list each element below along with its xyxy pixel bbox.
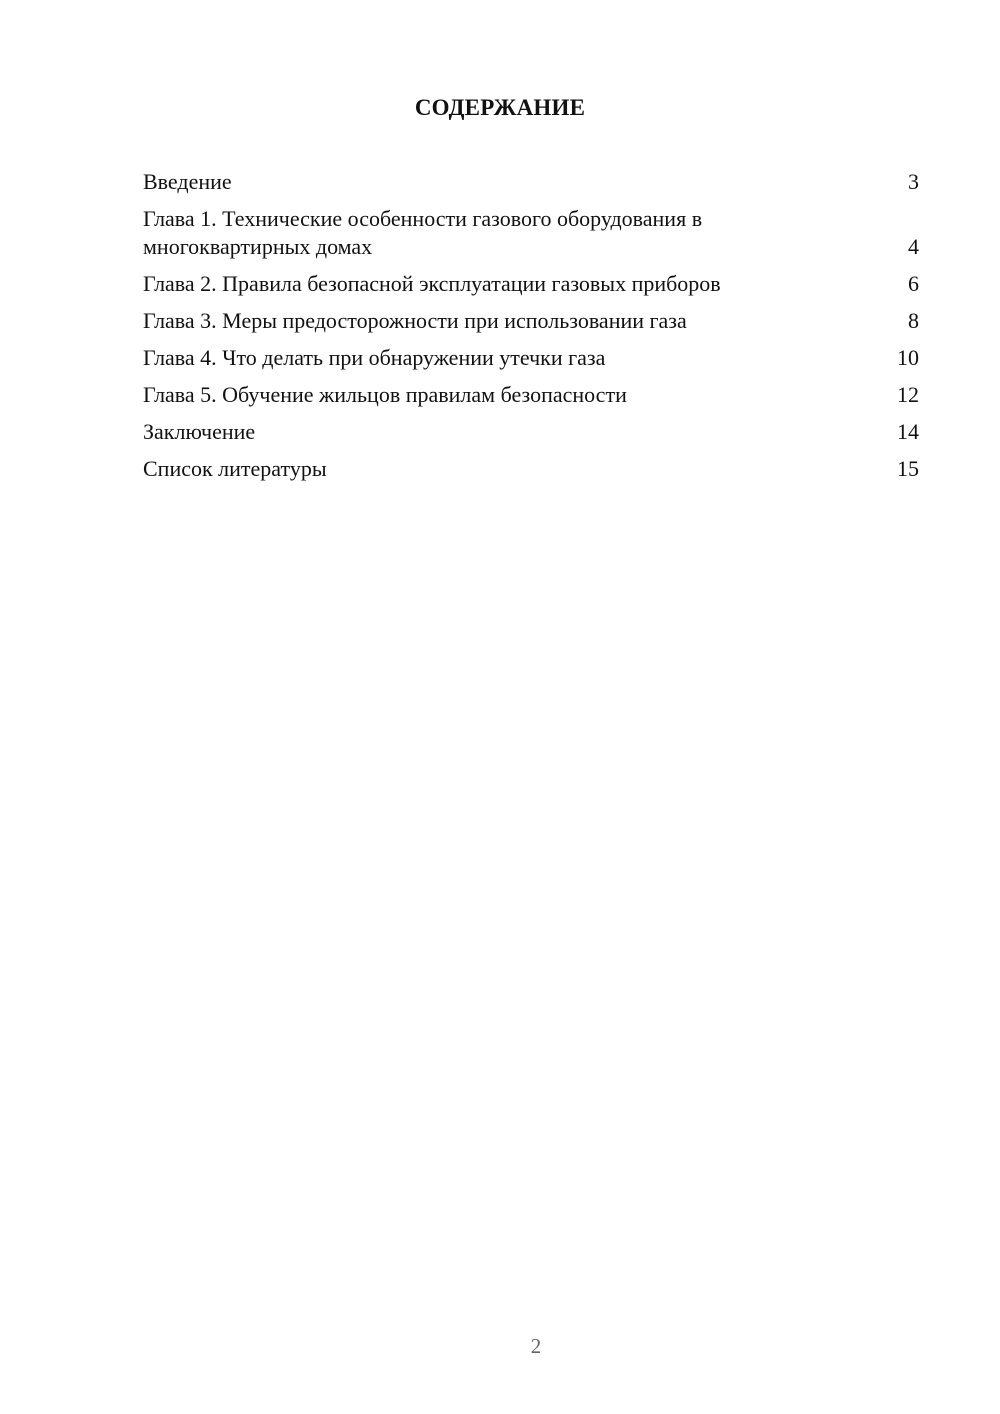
- toc-entry-label: Глава 1. Технические особенности газового оборудования в многоквартирных домах: [143, 206, 703, 259]
- toc-entry-introduction: [143, 168, 919, 196]
- toc-entry-label: Список литературы: [143, 456, 327, 481]
- toc-entry-page: 15: [897, 456, 919, 481]
- page-number: 2: [530, 1334, 542, 1358]
- toc-entry-label: Глава 5. Обучение жильцов правилам безопасности: [143, 382, 627, 407]
- toc-entry-label: Глава 2. Правила безопасной эксплуатации газовых приборов: [143, 271, 721, 296]
- toc-entry-page: 6: [908, 271, 919, 296]
- toc-entry-label: Глава 4. Что делать при обнаружении утечки газа: [143, 345, 606, 370]
- toc-entry-page: 14: [897, 419, 919, 444]
- toc-entry-chapter-5: [143, 381, 919, 409]
- toc-entry-label: Глава 3. Меры предосторожности при использовании газа: [143, 308, 687, 333]
- toc-entry-page: 8: [908, 308, 919, 333]
- toc-entry-label: Введение: [143, 169, 232, 194]
- toc-entry-page: 3: [908, 169, 919, 194]
- toc-entry-page: 4: [908, 234, 919, 259]
- toc-entry-chapter-1: [143, 205, 919, 261]
- toc-entry-chapter-2: [143, 270, 919, 298]
- toc-entry-chapter-4: [143, 344, 919, 372]
- toc-entry-conclusion: [143, 418, 919, 446]
- toc-entry-chapter-3: [143, 307, 919, 335]
- toc-entry-page: 12: [897, 382, 919, 407]
- toc-entry-page: 10: [897, 345, 919, 370]
- table-of-contents: [143, 168, 919, 492]
- toc-entry-references: [143, 455, 919, 483]
- page-title: СОДЕРЖАНИЕ: [414, 95, 586, 120]
- toc-entry-label: Заключение: [143, 419, 256, 444]
